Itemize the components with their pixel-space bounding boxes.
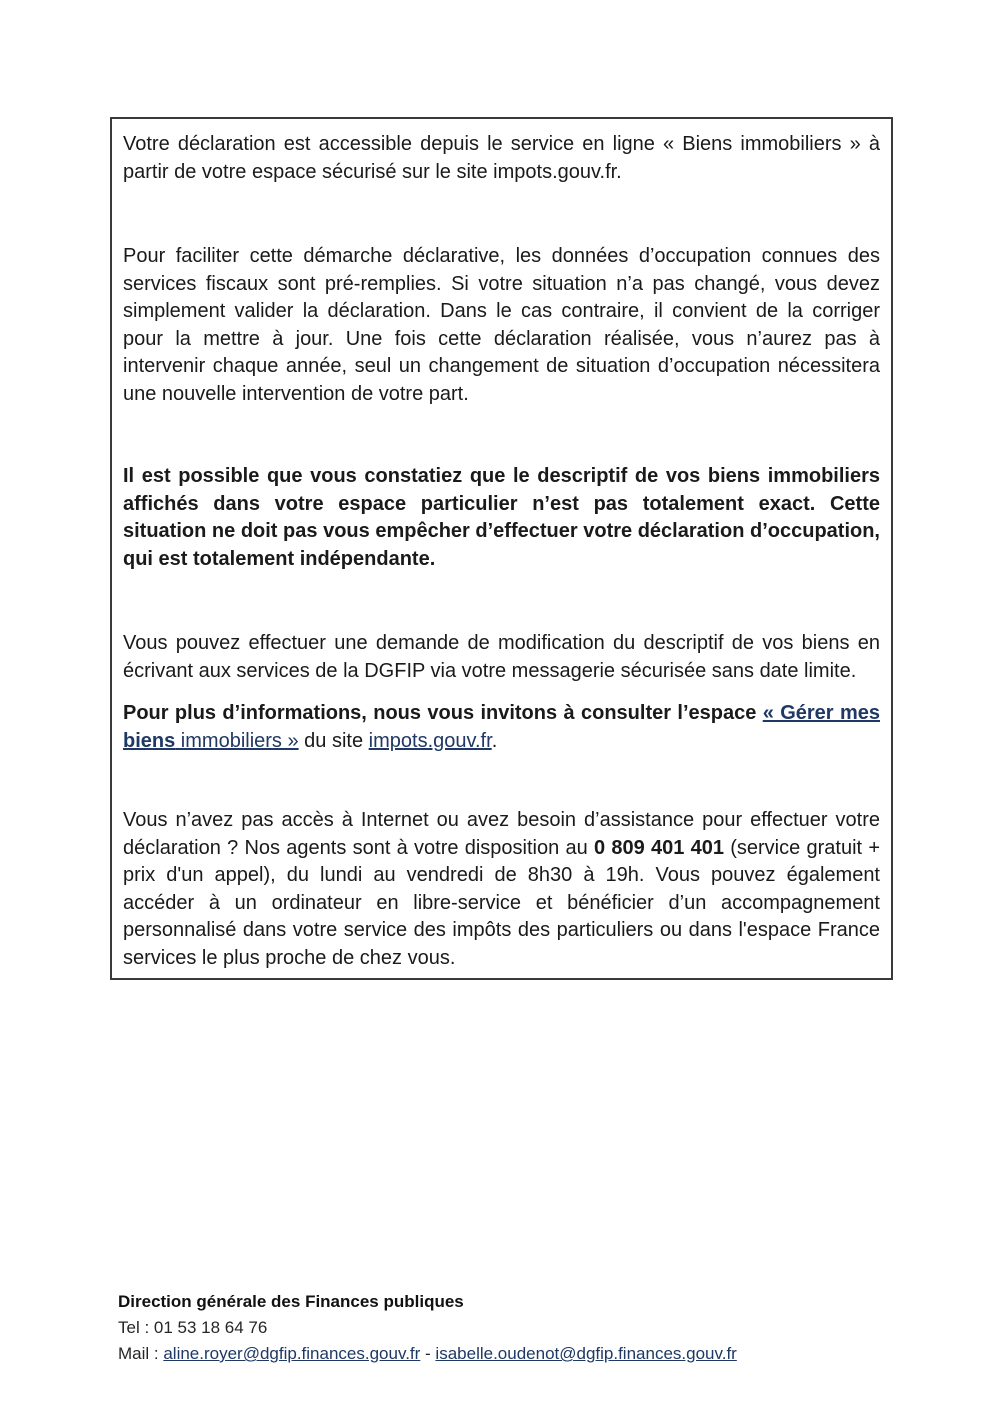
link-impots-gouv-fr[interactable]: impots.gouv.fr	[368, 729, 492, 752]
footer	[118, 1289, 737, 1367]
more-info-du-site-text: du site	[298, 729, 369, 752]
link-gerer-bold-part: « Gérer mes biens	[123, 702, 880, 752]
paragraph-more-informations	[123, 700, 880, 755]
more-info-period: .	[491, 729, 498, 752]
paragraph-prefilled-data: Pour faciliter cette démarche déclarative, les données d’occupation connues des services fiscaux sont pré-remplies. Si votre situation n’a pas changé, vous devez simplement valider la déclaration. Dans le cas contraire, il convient de la corriger pour la mettre à jour. Une fois cette déclaration réalisée, vous n’aurez pas à intervenir chaque année, seul un changement de situation d’occupation nécessitera une nouvelle intervention de votre part.	[123, 245, 880, 405]
footer-mail-label: Mail :	[118, 1344, 164, 1363]
footer-mail-line	[118, 1341, 737, 1367]
more-info-lead-text: Pour plus d’informations, nous vous invitons à consulter l’espace	[123, 702, 763, 724]
paragraph-descriptif-warning: Il est possible que vous constatiez que le descriptif de vos biens immobiliers affichés dans votre espace particulier n’est pas totalement exact. Cette situation ne doit pas vous empêcher d’effectuer votre déclaration d’occupation, qui est totalement indépendante.	[123, 465, 880, 570]
paragraph-modification-request: Vous pouvez effectuer une demande de modification du descriptif de vos biens en écrivant aux services de la DGFIP via votre messagerie sécurisée sans date limite.	[123, 632, 880, 682]
link-gerer-regular-part: immobiliers »	[175, 729, 299, 752]
link-email-aline-royer[interactable]: aline.royer@dgfip.finances.gouv.fr	[163, 1344, 421, 1363]
footer-phone: Tel : 01 53 18 64 76	[118, 1318, 268, 1337]
assistance-phone-number: 0 809 401 401	[593, 836, 724, 859]
notice-box	[110, 117, 893, 980]
paragraph-declaration-access: Votre déclaration est accessible depuis le service en ligne « Biens immobiliers » à partir de votre espace sécurisé sur le site impots.gouv.fr.	[123, 133, 880, 183]
link-email-isabelle-oudenot[interactable]: isabelle.oudenot@dgfip.finances.gouv.fr	[435, 1344, 737, 1363]
footer-mail-separator: -	[420, 1344, 436, 1363]
assistance-text-after-phone: (service gratuit + prix d'un appel), du lundi au vendredi de 8h30 à 19h. Vous pouvez également accéder à un ordinateur en libre-service et bénéficier d’un accompagnement personnalisé dans votre service des impôts des particuliers ou dans l'espace France services le plus proche de chez vous.	[123, 836, 880, 969]
assistance-text-before-phone: Vous n’avez pas accès à Internet ou avez besoin d’assistance pour effectuer votre déclaration ? Nos agents sont à votre disposition au	[123, 809, 880, 859]
paragraph-assistance	[123, 807, 880, 972]
footer-org-name: Direction générale des Finances publiques	[118, 1292, 464, 1311]
